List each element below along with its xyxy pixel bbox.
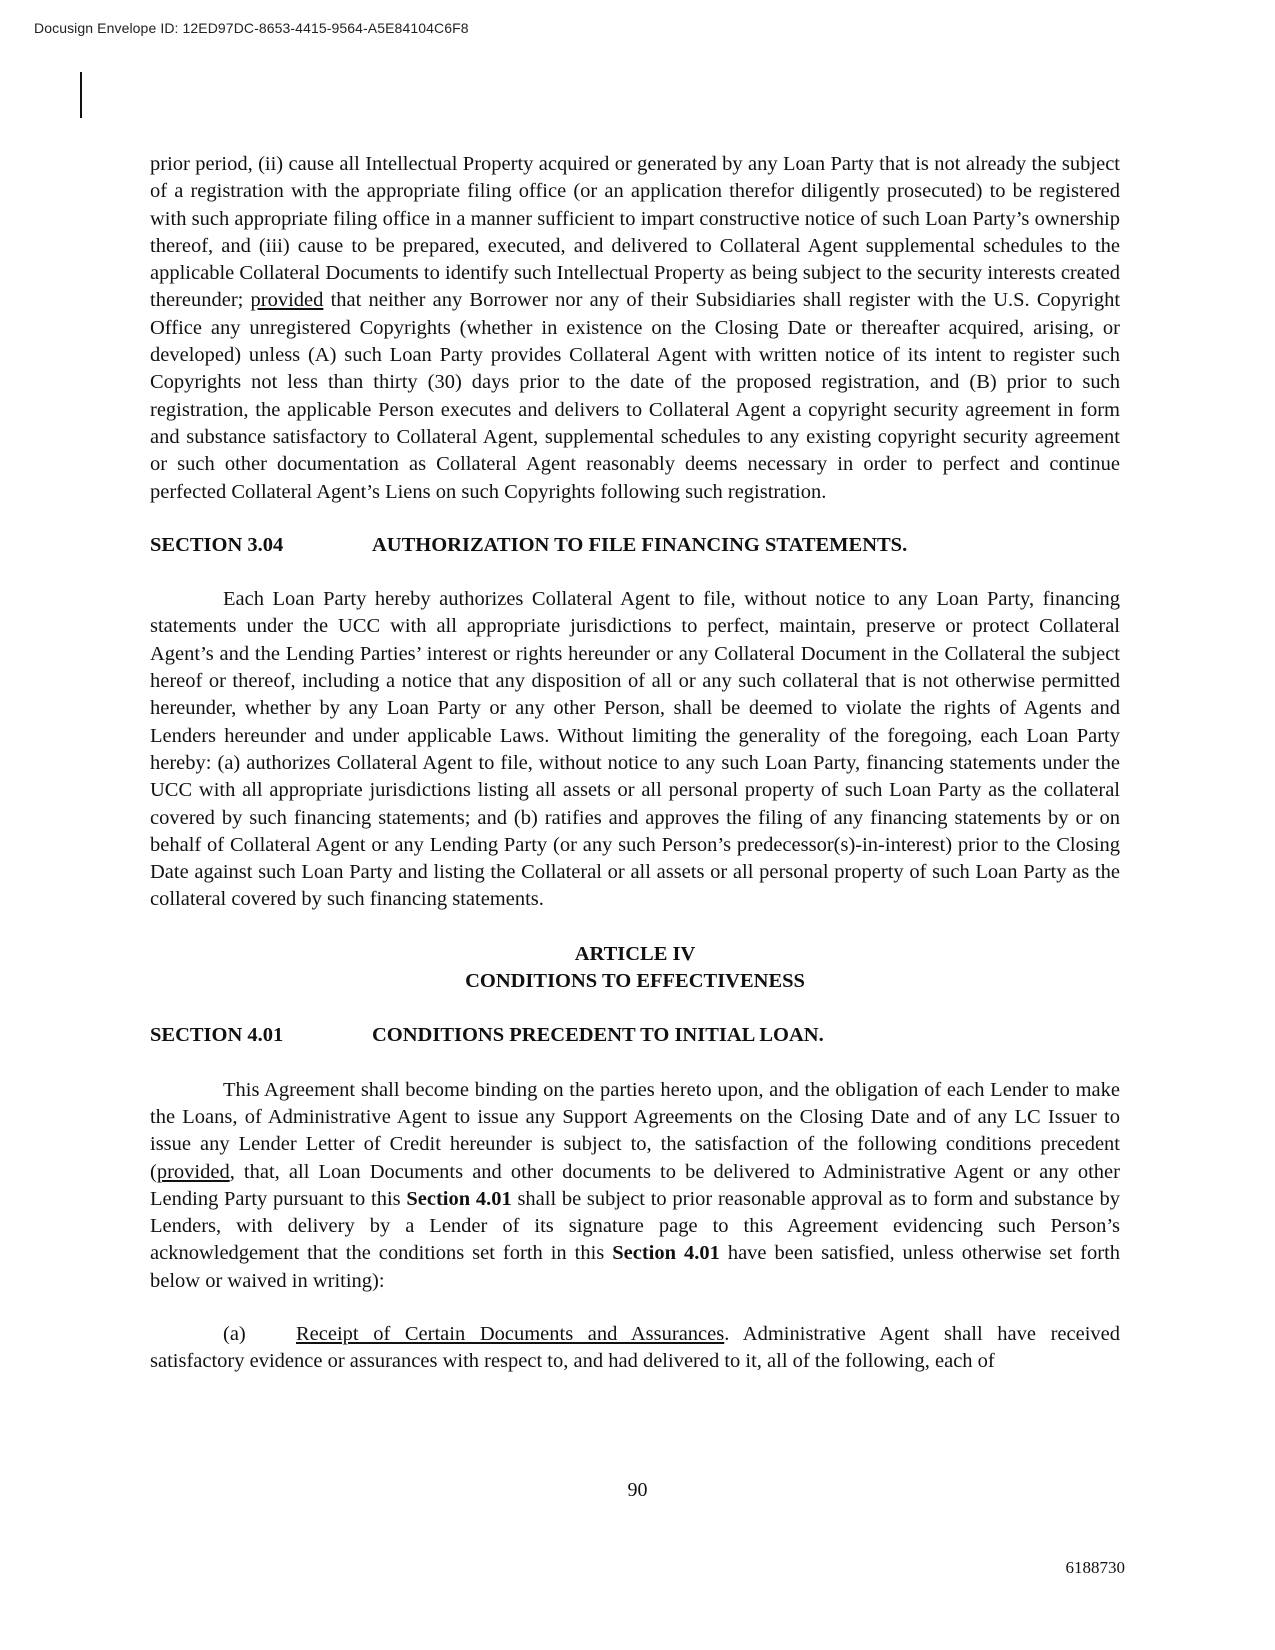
paragraph-ip-registration (150, 151, 1120, 506)
item-title: Receipt of Certain Documents and Assurances (296, 1322, 725, 1345)
provided-term: provided (156, 1160, 230, 1183)
article-title: CONDITIONS TO EFFECTIVENESS (465, 970, 805, 993)
body-part-3: shall be subject to prior reasonable approval as to form and substance by Lenders, with delivery by a Lender of its signature page to this Agreement evidencing such Person’s acknowledgement that the conditions set forth in this (150, 1187, 1120, 1265)
item-label: (a) (223, 1322, 246, 1345)
section-title: CONDITIONS PRECEDENT TO INITIAL LOAN. (372, 1024, 824, 1047)
section-title: AUTHORIZATION TO FILE FINANCING STATEMENTS. (372, 533, 908, 556)
section-4-01-body (150, 1077, 1120, 1295)
article-number: ARTICLE IV (574, 942, 696, 965)
section-3-04-body: Each Loan Party hereby authorizes Collateral Agent to file, without notice to any Loan Party, financing statements under the UCC with all appropriate jurisdictions to perfect, maintain, preserve or protect Collateral Agent’s and the Lending Parties’ interest or rights hereunder or any Collateral Document in the Collateral the subject hereof or thereof, including a notice that any disposition of all or any such collateral that is not otherwise permitted hereunder, whether by any Loan Party or any other Person, shall be deemed to violate the rights of Agents and Lenders hereunder and under applicable Laws. Without limiting the generality of the foregoing, each Loan Party hereby: (a) authorizes Collateral Agent to file, without notice to any such Loan Party, financing statements under the UCC with all appropriate jurisdictions listing all assets or all personal property of such Loan Party as the collateral covered by such financing statements; and (b) ratifies and approves the filing of any financing statements by or on behalf of Collateral Agent or any Lending Party (or any such Person’s predecessor(s)-in-interest) prior to the Closing Date against such Loan Party and listing the Collateral or all assets or all personal property of such Loan Party as the collateral covered by such financing statements. (150, 588, 1120, 911)
body-part-4: have been satisfied, unless otherwise set forth below or waived in writing): (150, 1242, 1121, 1292)
page-content (150, 151, 1120, 1376)
section-reference: Section 4.01 (406, 1187, 512, 1210)
page-number: 90 (627, 1479, 648, 1501)
body-part-2: , that, all Loan Documents and other documents to be delivered to Administrative Agent or any other Lending Party pursuant to this (150, 1160, 1120, 1210)
item-a-paragraph (150, 1321, 1120, 1376)
article-heading (150, 941, 1120, 996)
section-number: SECTION 3.04 (150, 533, 284, 556)
section-3-04-heading (150, 532, 1120, 559)
body-part-1: This Agreement shall become binding on the parties hereto upon, and the obligation of each Lender to make the Loans, of Administrative Agent to issue any Support Agreements on the Closing Date and of any LC Issuer to issue any Lender Letter of Credit hereunder is subject to, the satisfaction of the following conditions precedent ( (150, 1078, 1120, 1183)
section-reference: Section 4.01 (612, 1242, 720, 1265)
paragraph-1-text: prior period, (ii) cause all Intellectual Property acquired or generated by any Loan Party that is not already the subject of a registration with the appropriate filing office (or an application therefor diligently prosecuted) to be registered with such appropriate filing office in a manner sufficient to impart constructive notice of such Loan Party’s ownership thereof, and (iii) cause to be prepared, executed, and delivered to Collateral Agent supplemental schedules to the applicable Collateral Documents to identify such Intellectual Property as being subject to the security interests created thereunder; (150, 153, 1120, 312)
revision-bar (80, 72, 82, 118)
provided-term: provided (250, 289, 324, 312)
item-body: . Administrative Agent shall have received satisfactory evidence or assurances with respect to, and had delivered to it, all of the following, each of (150, 1322, 1120, 1373)
paragraph-1-tail: that neither any Borrower nor any of their Subsidiaries shall register with the U.S. Copyright Office any unregistered Copyrights (whether in existence on the Closing Date or thereafter acquired, arising, or developed) unless (A) such Loan Party provides Collateral Agent with written notice of its intent to register such Copyrights not less than thirty (30) days prior to the date of the proposed registration, and (B) prior to such registration, the applicable Person executes and delivers to Collateral Agent a copyright security agreement in form and substance satisfactory to Collateral Agent, supplemental schedules to any existing copyright security agreement or such other documentation as Collateral Agent reasonably deems necessary in order to perfect and continue perfected Collateral Agent’s Liens on such Copyrights following such registration. (150, 289, 1121, 503)
section-number: SECTION 4.01 (150, 1024, 284, 1047)
docusign-envelope-id: Docusign Envelope ID: 12ED97DC-8653-4415-9564-A5E84104C6F8 (34, 20, 469, 36)
section-4-01-heading (150, 1022, 1120, 1049)
document-number: 6188730 (1065, 1558, 1125, 1577)
